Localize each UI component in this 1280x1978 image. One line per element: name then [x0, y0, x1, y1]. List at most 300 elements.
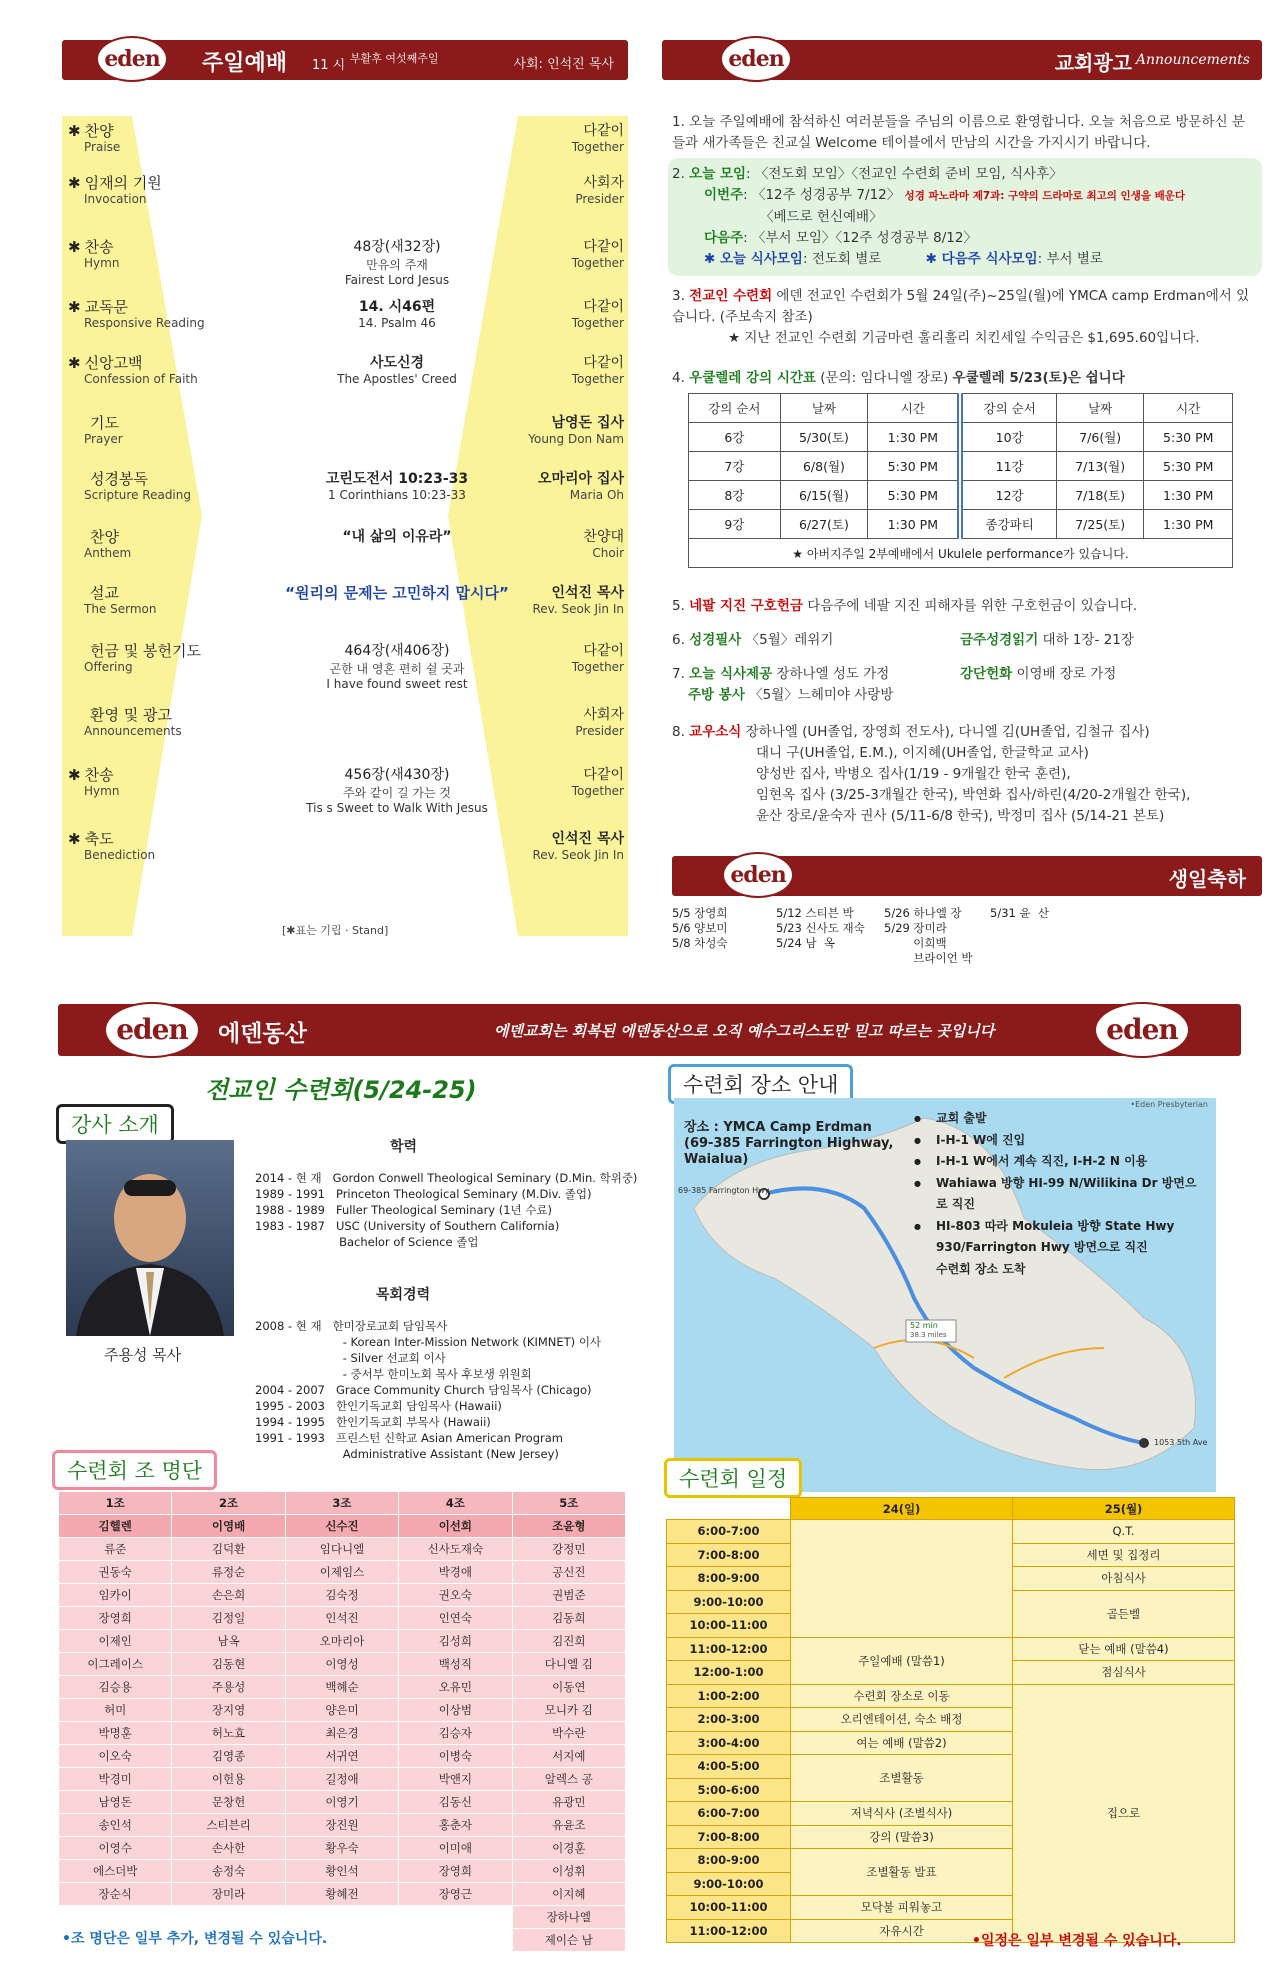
group-leader: 김헬렌: [59, 1515, 172, 1538]
worship-subtitle: 부활후 여섯째주일: [350, 52, 439, 65]
group-row: [59, 1745, 626, 1768]
group-member: 장순식: [59, 1883, 172, 1906]
ukulele-cell: 1:30 PM: [1144, 481, 1233, 510]
announcement-1: 1. 오늘 주일예배에 참석하신 여러분들을 주님의 이름으로 환영합니다. 오늘 처음으로 방문하신 분들과 새가족들은 친교실 Welcome 테이블에서 만남의 시간을 가지시기 바랍니다.: [672, 114, 1245, 151]
group-member: 이상범: [399, 1699, 512, 1722]
worship-item-detail: [252, 640, 542, 691]
worship-item-en: Offering: [84, 660, 133, 674]
group-member: [59, 1906, 172, 1929]
group-header: 5조: [512, 1492, 625, 1515]
group-member: [399, 1906, 512, 1929]
retreat-text: 에덴 전교인 수련회가 5월 24일(주)~25일(월)에 YMCA camp Erdman에서 있습니다. (주보속지 참조): [672, 288, 1250, 325]
place-address: [684, 1120, 893, 1168]
schedule-time: 12:00-1:00: [667, 1661, 791, 1685]
schedule-time: 1:00-2:00: [667, 1684, 791, 1708]
worship-host: 사회: 인석진 목사: [513, 57, 614, 72]
bible-copy-label: 성경필사: [689, 632, 742, 648]
group-member: 장영희: [59, 1607, 172, 1630]
ukulele-cell: 6강: [689, 423, 781, 452]
group-member: 장영희: [399, 1860, 512, 1883]
ukulele-cell: 1:30 PM: [868, 510, 961, 539]
worship-row: [62, 296, 632, 352]
group-row: [59, 1906, 626, 1929]
career-entry: - 중서부 한미노회 목사 후보생 위원회: [255, 1367, 532, 1381]
direction-step: [914, 1173, 1206, 1216]
group-member: 손은희: [172, 1584, 285, 1607]
detail-line-1: 48장(새32장): [353, 239, 441, 255]
worship-item-en: Prayer: [84, 432, 123, 446]
birthday-entry: 5/31 윤 산: [990, 906, 1050, 920]
day-2-event: 골든벨: [1013, 1590, 1235, 1637]
group-member: 장영근: [399, 1883, 512, 1906]
worship-item-label: 성경봉독: [90, 470, 148, 488]
worship-item-leader: [583, 526, 624, 560]
leader-ko: 인석진 목사: [551, 585, 624, 601]
group-member: 스티븐리: [172, 1814, 285, 1837]
worship-item-en: Scripture Reading: [84, 488, 191, 502]
worship-item-label: 찬양: [90, 528, 119, 546]
ukulele-cell: 6/27(토): [780, 510, 868, 539]
schedule-time: 8:00-9:00: [667, 1567, 791, 1591]
birthday-entry: 브라이언 박: [884, 951, 973, 965]
worship-item-detail: [252, 352, 542, 386]
kitchen: 〈5월〉느헤미야 사랑방: [749, 687, 894, 703]
next-label: 다음주: [704, 230, 744, 246]
worship-item-ko: [68, 468, 148, 489]
group-member: 박경미: [59, 1768, 172, 1791]
schedule-time: 8:00-9:00: [667, 1849, 791, 1873]
eden-logo: eden: [104, 1002, 200, 1058]
meal-provider-label: 오늘 식사제공: [689, 666, 773, 682]
ukulele-header: 시간: [1144, 394, 1233, 423]
news-label: 교우소식: [689, 724, 742, 740]
group-member: 인석진: [285, 1607, 398, 1630]
schedule-time: 6:00-7:00: [667, 1802, 791, 1826]
ukulele-cell: 8강: [689, 481, 781, 510]
worship-row: [62, 468, 632, 524]
news-5: 윤산 장로/윤숙자 권사 (5/11-6/8 한국), 박정미 집사 (5/14-21 본토): [756, 808, 1165, 824]
ukulele-contact: (문의: 임다니엘 장로): [820, 370, 949, 386]
directions: [914, 1108, 1206, 1280]
direction-step: [914, 1151, 1206, 1173]
worship-item-ko: [68, 828, 114, 849]
day-1-event: [791, 1520, 1013, 1638]
group-member: 남옥: [172, 1630, 285, 1653]
leader-ko: 다같이: [583, 355, 624, 371]
worship-item-en: Confession of Faith: [84, 372, 198, 386]
education-list: [255, 1170, 655, 1250]
group-member: 길정애: [285, 1768, 398, 1791]
leader-en: Maria Oh: [569, 488, 624, 502]
speaker-box-title: 강사 소개: [56, 1104, 174, 1144]
groups-note: •조 명단은 일부 추가, 변경될 수 있습니다.: [62, 1931, 328, 1947]
group-member: 박앤지: [399, 1768, 512, 1791]
birthday-column: [672, 906, 728, 951]
group-member: 모니카 김: [512, 1699, 625, 1722]
leader-en: Together: [571, 660, 624, 674]
group-row: [59, 1791, 626, 1814]
education-entry: 1983 - 1987 USC (University of Southern California): [255, 1219, 560, 1233]
eden-logo: eden: [720, 36, 792, 82]
leader-ko: 오마리아 집사: [537, 471, 624, 487]
detail-line-2: 주와 같이 길 가는 것: [343, 786, 451, 800]
group-member: 양은미: [285, 1699, 398, 1722]
group-member: 김승용: [59, 1676, 172, 1699]
ukulele-row: [689, 452, 1233, 481]
career-entry: Administrative Assistant (New Jersey): [255, 1447, 559, 1461]
group-header: 2조: [172, 1492, 285, 1515]
news-3: 양성반 집사, 박병오 집사(1/19 - 9개월간 한국 훈련),: [756, 766, 1071, 782]
leader-en: Together: [571, 316, 624, 330]
next-meetings: 〈부서 모임〉〈12주 성경공부 8/12〉: [751, 230, 977, 246]
group-member: 김동현: [172, 1653, 285, 1676]
chicken-sale: ★ 지난 전교인 수련회 기금마련 훌리훌리 치킨세일 수익금은 $1,695.60입니다.: [728, 330, 1200, 346]
group-member: 알렉스 공: [512, 1768, 625, 1791]
worship-item-ko: [68, 352, 143, 373]
day-2-event: 점심식사: [1013, 1661, 1235, 1685]
day-1-event: 저녁식사 (조별식사): [791, 1802, 1013, 1826]
nepal-text: 다음주에 네팔 지진 피해자를 위한 구호헌금이 있습니다.: [807, 598, 1138, 614]
group-member: 다니엘 김: [512, 1653, 625, 1676]
birthday-list: [672, 906, 1262, 966]
leader-en: Presider: [575, 724, 624, 738]
announcement-6: 6. 성경필사 〈5월〉레위기 금주성경읽기 대하 1장- 21장: [672, 632, 1134, 648]
group-member: 이경훈: [512, 1837, 625, 1860]
eden-banner: [58, 1004, 1241, 1056]
group-member: 이병숙: [399, 1745, 512, 1768]
ukulele-cell: 5:30 PM: [868, 481, 961, 510]
group-member: 김동신: [399, 1791, 512, 1814]
bible-read-label: 금주성경읽기: [960, 632, 1039, 648]
leader-ko: 다같이: [583, 767, 624, 783]
group-member: 권동숙: [59, 1561, 172, 1584]
group-leader: 이선희: [399, 1515, 512, 1538]
detail-line-2: 만유의 주재: [366, 258, 428, 272]
group-member: 김덕환: [172, 1538, 285, 1561]
flowers: 이영배 장로 가정: [1016, 666, 1117, 682]
worship-item-ko: [68, 704, 172, 725]
schedule-note: •일정은 일부 변경될 수 있습니다.: [972, 1933, 1182, 1949]
ukulele-cell: 5:30 PM: [1144, 452, 1233, 481]
worship-item-leader: [575, 704, 624, 738]
worship-item-label: 환영 및 광고: [90, 706, 172, 724]
ukulele-header: 강의 순서: [960, 394, 1056, 423]
career-entry: 1994 - 1995 한인기독교회 부목사 (Hawaii): [255, 1415, 491, 1429]
leader-en: Young Don Nam: [528, 432, 624, 446]
worship-item-ko: [68, 764, 114, 785]
group-member: 이그레이스: [59, 1653, 172, 1676]
map-duration: 52 min: [910, 1321, 938, 1330]
map-credit: •Eden Presbyterian: [1130, 1100, 1208, 1109]
eden-logo: eden: [722, 852, 794, 898]
speaker-name: 주용성 목사: [104, 1346, 182, 1364]
detail-line-1: 464장(새406장): [344, 643, 450, 659]
speaker-photo: [66, 1140, 234, 1336]
news-1: 장하나엘 (UH졸업, 장영희 전도사), 다니엘 김(UH졸업, 김철규 집사): [745, 724, 1150, 740]
detail-line-2: 1 Corinthians 10:23-33: [328, 488, 466, 502]
group-member: 서귀연: [285, 1745, 398, 1768]
detail-line-1: 14. 시46편: [358, 299, 436, 315]
career-entry: 2008 - 현 재 한미장로교회 담임목사: [255, 1319, 448, 1333]
group-member: 오마리아: [285, 1630, 398, 1653]
day-1-event: 조별활동 발표: [791, 1849, 1013, 1896]
ukulele-cell: 9강: [689, 510, 781, 539]
group-row: [59, 1699, 626, 1722]
worship-item-ko: [68, 582, 119, 603]
schedule-time: 10:00-11:00: [667, 1896, 791, 1920]
group-member: 임다니엘: [285, 1538, 398, 1561]
address-line-1: 장소 : YMCA Camp Erdman: [684, 1120, 872, 1135]
leader-ko: 다같이: [583, 239, 624, 255]
groups-box-title: 수련회 조 명단: [52, 1450, 217, 1490]
education-entry: 2014 - 현 재 Gordon Conwell Theological Seminary (D.Min. 학위중): [255, 1171, 638, 1185]
day-1-event: 주일예배 (말씀1): [791, 1637, 1013, 1684]
stand-marker: ✱: [68, 122, 81, 140]
worship-item-ko: [68, 236, 114, 257]
worship-item-en: Benediction: [84, 848, 156, 862]
group-member: 주용성: [172, 1676, 285, 1699]
bullet-icon: ●: [914, 1135, 921, 1145]
map-distance: 38.3 miles: [910, 1331, 947, 1339]
detail-line-3: I have found sweet rest: [326, 677, 468, 691]
schedule-time: 2:00-3:00: [667, 1708, 791, 1732]
group-member: 허노효: [172, 1722, 285, 1745]
schedule-time: 10:00-11:00: [667, 1614, 791, 1638]
schedule-time: 9:00-10:00: [667, 1590, 791, 1614]
worship-item-leader: [575, 172, 624, 206]
ukulele-note: ★ 아버지주일 2부예배에서 Ukulele performance가 있습니다.: [689, 539, 1233, 568]
direction-step: [914, 1216, 1206, 1259]
group-member: 유윤조: [512, 1814, 625, 1837]
worship-item-en: Announcements: [84, 724, 182, 738]
stand-marker: ✱: [68, 238, 81, 256]
group-member: 이오숙: [59, 1745, 172, 1768]
worship-item-leader: [532, 582, 624, 616]
week-label: 이번주: [704, 187, 744, 203]
map-end: 1053 5th Ave: [1154, 1438, 1208, 1447]
worship-item-ko: [68, 296, 128, 317]
leader-en: Together: [571, 372, 624, 386]
place-box-title: 수련회 장소 안내: [668, 1064, 853, 1104]
group-member: 이헌용: [172, 1768, 285, 1791]
group-member: 인연숙: [399, 1607, 512, 1630]
group-row: [59, 1814, 626, 1837]
meal-today: 전도회 별로: [811, 251, 882, 267]
career-entry: - Silver 선교회 이사: [255, 1351, 446, 1365]
stand-marker: ✱: [68, 298, 81, 316]
detail-line-2: The Apostles' Creed: [337, 372, 457, 386]
group-member: 이제인: [59, 1630, 172, 1653]
schedule-time: 4:00-5:00: [667, 1755, 791, 1779]
worship-item-label: 찬송: [84, 766, 114, 784]
stand-note: [✱표는 기립 · Stand]: [282, 924, 389, 937]
address-line-3: Waialua): [684, 1152, 749, 1167]
schedule-time: 6:00-7:00: [667, 1520, 791, 1544]
worship-item-label: 교독문: [84, 298, 129, 316]
group-member: 김동희: [512, 1607, 625, 1630]
day-1-event: 모닥불 피워놓고: [791, 1896, 1013, 1920]
birthday-entry: 5/6 양보미: [672, 921, 728, 935]
ukulele-cell: 6/8(월): [780, 452, 868, 481]
eden-slogan: 에덴교회는 회복된 에덴동산으로 오직 예수그리스도만 믿고 따르는 곳입니다: [494, 1022, 995, 1040]
leader-ko: 다같이: [583, 299, 624, 315]
bullet-icon: ●: [914, 1178, 921, 1188]
group-member: 공신진: [512, 1561, 625, 1584]
career-entry: 2004 - 2007 Grace Community Church 담임목사 (Chicago): [255, 1383, 592, 1397]
stand-marker: ✱: [68, 354, 81, 372]
announcement-2: 2. 오늘 모임: 〈전도회 모임〉〈전교인 수련회 준비 모임, 식사후〉 이번주: 〈12주 성경공부 7/12〉 성경 파노라마 제7과: 구약의 드라마로 최고의 인생을 배운다 〈베드로 헌신예배〉 다음주: 〈부서 모임〉〈12주 성경공부 8/12〉 ✱ 오늘 식사모임: 전도회 별로 ✱ 다음주 식사모임: 부서 별로: [672, 164, 1257, 270]
leader-en: Together: [571, 784, 624, 798]
group-member: 에스더박: [59, 1860, 172, 1883]
group-member: 임카이: [59, 1584, 172, 1607]
worship-row: [62, 412, 632, 468]
week-meetings: 〈12주 성경공부 7/12〉: [751, 187, 901, 203]
group-header: 4조: [399, 1492, 512, 1515]
schedule-time: 11:00-12:00: [667, 1637, 791, 1661]
ukulele-cell: 12강: [960, 481, 1056, 510]
group-member: 손사한: [172, 1837, 285, 1860]
eden-logo: eden: [96, 36, 168, 82]
group-row: [59, 1837, 626, 1860]
worship-item-detail: [252, 526, 542, 546]
announcement-3: 3. 전교인 수련회 에덴 전교인 수련회가 5월 24일(주)~25일(월)에 YMCA camp Erdman에서 있습니다. (주보속지 참조) ★ 지난 전교인 수련회 기금마련 훌리훌리 치킨세일 수익금은 $1,695.60입니다.: [672, 286, 1257, 349]
detail-line-1: “내 삶의 이유라”: [342, 529, 452, 545]
group-member: [399, 1929, 512, 1952]
birthday-entry: 5/29 장미라: [884, 921, 947, 935]
worship-item-en: Praise: [84, 140, 121, 154]
worship-row: [62, 352, 632, 408]
group-member: 백성직: [399, 1653, 512, 1676]
worship-item-label: 헌금 및 봉헌기도: [90, 642, 201, 660]
group-member: 이미애: [399, 1837, 512, 1860]
worship-item-leader: [572, 640, 624, 674]
worship-item-leader: [572, 296, 624, 330]
leader-en: Rev. Seok Jin In: [532, 848, 624, 862]
worship-item-en: Responsive Reading: [84, 316, 205, 330]
ukulele-cell: 6/15(월): [780, 481, 868, 510]
worship-row: [62, 172, 632, 228]
detail-line-1: 456장(새430장): [344, 767, 450, 783]
worship-row: [62, 764, 632, 820]
schedule-row: [667, 1520, 1235, 1544]
birthday-column: [990, 906, 1049, 921]
announcements-title-en: Announcements: [1135, 52, 1250, 68]
leader-ko: 다같이: [583, 643, 624, 659]
group-member: 신사도재숙: [399, 1538, 512, 1561]
group-leader: 이영배: [172, 1515, 285, 1538]
nepal-label: 네팔 지진 구호헌금: [689, 598, 803, 614]
stand-marker: ✱: [68, 766, 81, 784]
group-member: 황혜전: [285, 1883, 398, 1906]
group-member: 권범준: [512, 1584, 625, 1607]
bullet-icon: ●: [914, 1157, 921, 1166]
schedule-corner: [667, 1498, 791, 1520]
career-list: [255, 1318, 655, 1462]
group-member: 남영돈: [59, 1791, 172, 1814]
map-start: 69-385 Farrington Hwy: [678, 1186, 770, 1195]
day-1-event: 자유시간: [791, 1919, 1013, 1943]
birthday-entry: 5/23 신사도 재숙: [776, 921, 865, 935]
worship-item-en: Hymn: [84, 784, 120, 798]
schedule-row: [667, 1637, 1235, 1661]
ukulele-header: 시간: [868, 394, 961, 423]
group-row: [59, 1630, 626, 1653]
direction-step: [914, 1130, 1206, 1152]
leader-en: Presider: [575, 192, 624, 206]
group-member: 문창헌: [172, 1791, 285, 1814]
group-row: [59, 1676, 626, 1699]
today-meetings: 〈전도회 모임〉〈전교인 수련회 준비 모임, 식사후〉: [754, 166, 1063, 182]
worship-row: [62, 236, 632, 292]
worship-item-en: The Sermon: [84, 602, 157, 616]
direction-text: HI-803 따라 Mokuleia 방향 State Hwy 930/Farrington Hwy 방면으로 직진: [936, 1218, 1175, 1254]
announcement-5: 5. 네팔 지진 구호헌금 다음주에 네팔 지진 피해자를 위한 구호헌금이 있습니다.: [672, 598, 1138, 614]
meal-today-label: ✱ 오늘 식사모임: [704, 251, 803, 267]
ukulele-cell: 7/6(월): [1056, 423, 1144, 452]
birthday-entry: 5/5 장영희: [672, 906, 728, 920]
group-member: 최은경: [285, 1722, 398, 1745]
flowers-label: 강단헌화: [960, 666, 1013, 682]
group-member: 이동연: [512, 1676, 625, 1699]
worship-item-ko: [68, 412, 119, 433]
ukulele-cell: 7/13(월): [1056, 452, 1144, 481]
ukulele-cell: 5/30(토): [780, 423, 868, 452]
group-member: 장지영: [172, 1699, 285, 1722]
group-header: 3조: [285, 1492, 398, 1515]
day-2-header: 25(월): [1013, 1498, 1235, 1520]
group-member: 김숙정: [285, 1584, 398, 1607]
birthday-entry: 5/26 하나엘 장: [884, 906, 962, 920]
today-label: 오늘 모임: [689, 166, 747, 182]
group-row: [59, 1768, 626, 1791]
group-member: 허미: [59, 1699, 172, 1722]
group-row: [59, 1538, 626, 1561]
group-member: [285, 1906, 398, 1929]
ukulele-cell: 10강: [960, 423, 1056, 452]
ukulele-cell: 1:30 PM: [868, 423, 961, 452]
group-member: 장하나엘: [512, 1906, 625, 1929]
career-entry: - Korean Inter-Mission Network (KIMNET) 이사: [255, 1335, 602, 1349]
ukulele-cell: 5:30 PM: [1144, 423, 1233, 452]
worship-order: [62, 120, 628, 940]
meal-next: 부서 별로: [1046, 251, 1103, 267]
group-member: 김성희: [399, 1630, 512, 1653]
worship-item-detail: [252, 582, 542, 603]
worship-item-leader: [538, 468, 624, 502]
meal-next-label: ✱ 다음주 식사모임: [925, 251, 1038, 267]
group-member: 황우숙: [285, 1837, 398, 1860]
group-member: 이영성: [285, 1653, 398, 1676]
direction-step: [914, 1108, 1206, 1130]
education-entry: 1988 - 1989 Fuller Theological Seminary (1년 수료): [255, 1203, 553, 1217]
leader-ko: 인석진 목사: [551, 831, 624, 847]
bible-read: 대하 1장- 21장: [1042, 632, 1134, 648]
group-member: 이지혜: [512, 1883, 625, 1906]
meal-provider: 장하나엘 성도 가정: [776, 666, 890, 682]
leader-ko: 남영돈 집사: [551, 415, 624, 431]
group-member: 박수란: [512, 1722, 625, 1745]
group-member: 황인석: [285, 1860, 398, 1883]
worship-item-en: Anthem: [84, 546, 132, 560]
day-2-event: Q.T.: [1013, 1520, 1235, 1544]
groups-table: [58, 1491, 626, 1952]
group-member: 김영종: [172, 1745, 285, 1768]
group-member: 송정숙: [172, 1860, 285, 1883]
worship-item-leader: [572, 352, 624, 386]
ukulele-header: 날짜: [1056, 394, 1144, 423]
announcements-section: [662, 40, 1262, 970]
worship-item-label: 축도: [84, 830, 114, 848]
